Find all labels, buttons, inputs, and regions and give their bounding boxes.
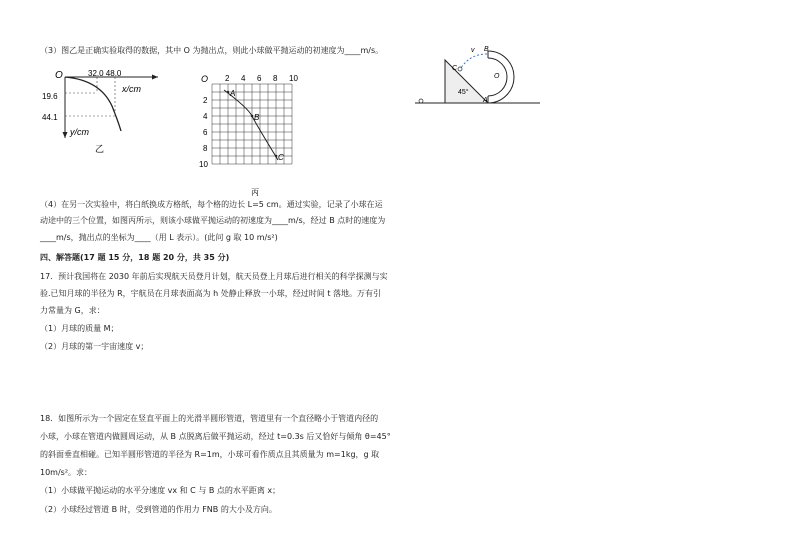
pipe-a-label: A [483,97,488,104]
q17-sub-1: （1）月球的质量 M； [40,324,119,333]
q18-line-4: 10m/s²。求： [40,468,93,477]
q4-line-3: ____m/s，抛出点的坐标为____（用 L 表示）。(此问 g 取 10 m/s²) [40,233,278,242]
bing-point-label: B [254,113,260,122]
pipe-c-label: C [452,65,458,72]
pipe-b-label: B [484,46,489,53]
bing-point [227,91,229,93]
bing-y-tick: 8 [203,144,208,153]
bing-point [251,115,253,117]
bing-x-tick: 8 [273,74,278,83]
bing-x-tick: 10 [289,74,298,83]
yi-y-tick-2: 44.1 [42,113,58,122]
bing-y-tick: 2 [203,96,208,105]
yi-x-ticks: 32.0 48.0 [88,69,122,78]
bing-y-tick: 10 [199,160,208,169]
figure-yi-svg [40,66,180,166]
bing-caption: 丙 [251,188,259,197]
bing-x-tick: 4 [241,74,246,83]
q17-line-2: 验.已知月球的半径为 R，宇航员在月球表面高为 h 处静止释放一小球，经过时间 t 落地。万有引 [40,289,382,298]
q18-line-2: 小球，小球在管道内做圆周运动，从 B 点脱离后做平抛运动，经过 t=0.3s 后又恰好与倾角 θ=45° [40,432,391,441]
yi-y-axis-label: y/cm [70,127,89,137]
bing-origin: O [201,74,209,84]
bing-y-tick: 6 [203,128,208,137]
yi-x-axis-label: x/cm [122,84,141,94]
pipe-o-label: O [494,73,500,80]
figure-bing-svg [196,70,306,200]
q3-text: （3）图乙是正确实验取得的数据，其中 O 为抛出点，则此小球做平抛运动的初速度为____m/s。 [40,46,384,55]
bing-point [275,155,277,157]
q4-line-2: 动途中的三个位置，如图丙所示，则该小球做平抛运动的初速度为____m/s，经过 B 点时的速度为 [40,216,386,225]
q18-line-1: 18．如图所示为一个固定在竖直平面上的光滑半圆形管道，管道里有一个直径略小于管道内径的 [40,414,379,423]
pipe-angle-label: 45° [458,89,469,96]
bing-point-label: A [230,89,236,98]
figure-pipe-svg [415,44,545,112]
section-title: 四、解答题(17 题 15 分，18 题 20 分，共 35 分) [40,253,230,262]
yi-y-tick-1: 19.6 [42,92,58,101]
pipe-v-label: v [471,47,475,54]
figure-yi [40,66,180,166]
q18-sub-2: （2）小球经过管道 B 时，受到管道的作用力 FNB 的大小及方向。 [40,505,277,514]
yi-caption: 乙 [95,144,105,154]
q17-line-3: 力常量为 G，求： [40,306,105,315]
bing-y-tick: 4 [203,112,208,121]
figure-bing [196,70,306,200]
bing-point-label: C [278,153,284,162]
bing-x-tick: 2 [225,74,230,83]
figure-pipe [415,44,545,112]
q18-sub-1: （1）小球做平抛运动的水平分速度 vx 和 C 与 B 点的水平距离 x； [40,486,281,495]
q17-line-1: 17．预计我国将在 2030 年前后实现航天员登月计划，航天员登上月球后进行相关的科学探测与实 [40,272,388,281]
q17-sub-2: （2）月球的第一宇宙速度 v； [40,342,149,351]
bing-x-tick: 6 [257,74,262,83]
q18-line-3: 的斜面垂直相碰。已知半圆形管道的半径为 R=1m，小球可看作质点且其质量为 m=1kg，g 取 [40,450,380,459]
yi-origin: O [55,70,63,81]
q4-line-1: （4）在另一次实验中，将白纸换成方格纸，每个格的边长 L=5 cm。通过实验，记录了小球在运 [40,200,383,209]
